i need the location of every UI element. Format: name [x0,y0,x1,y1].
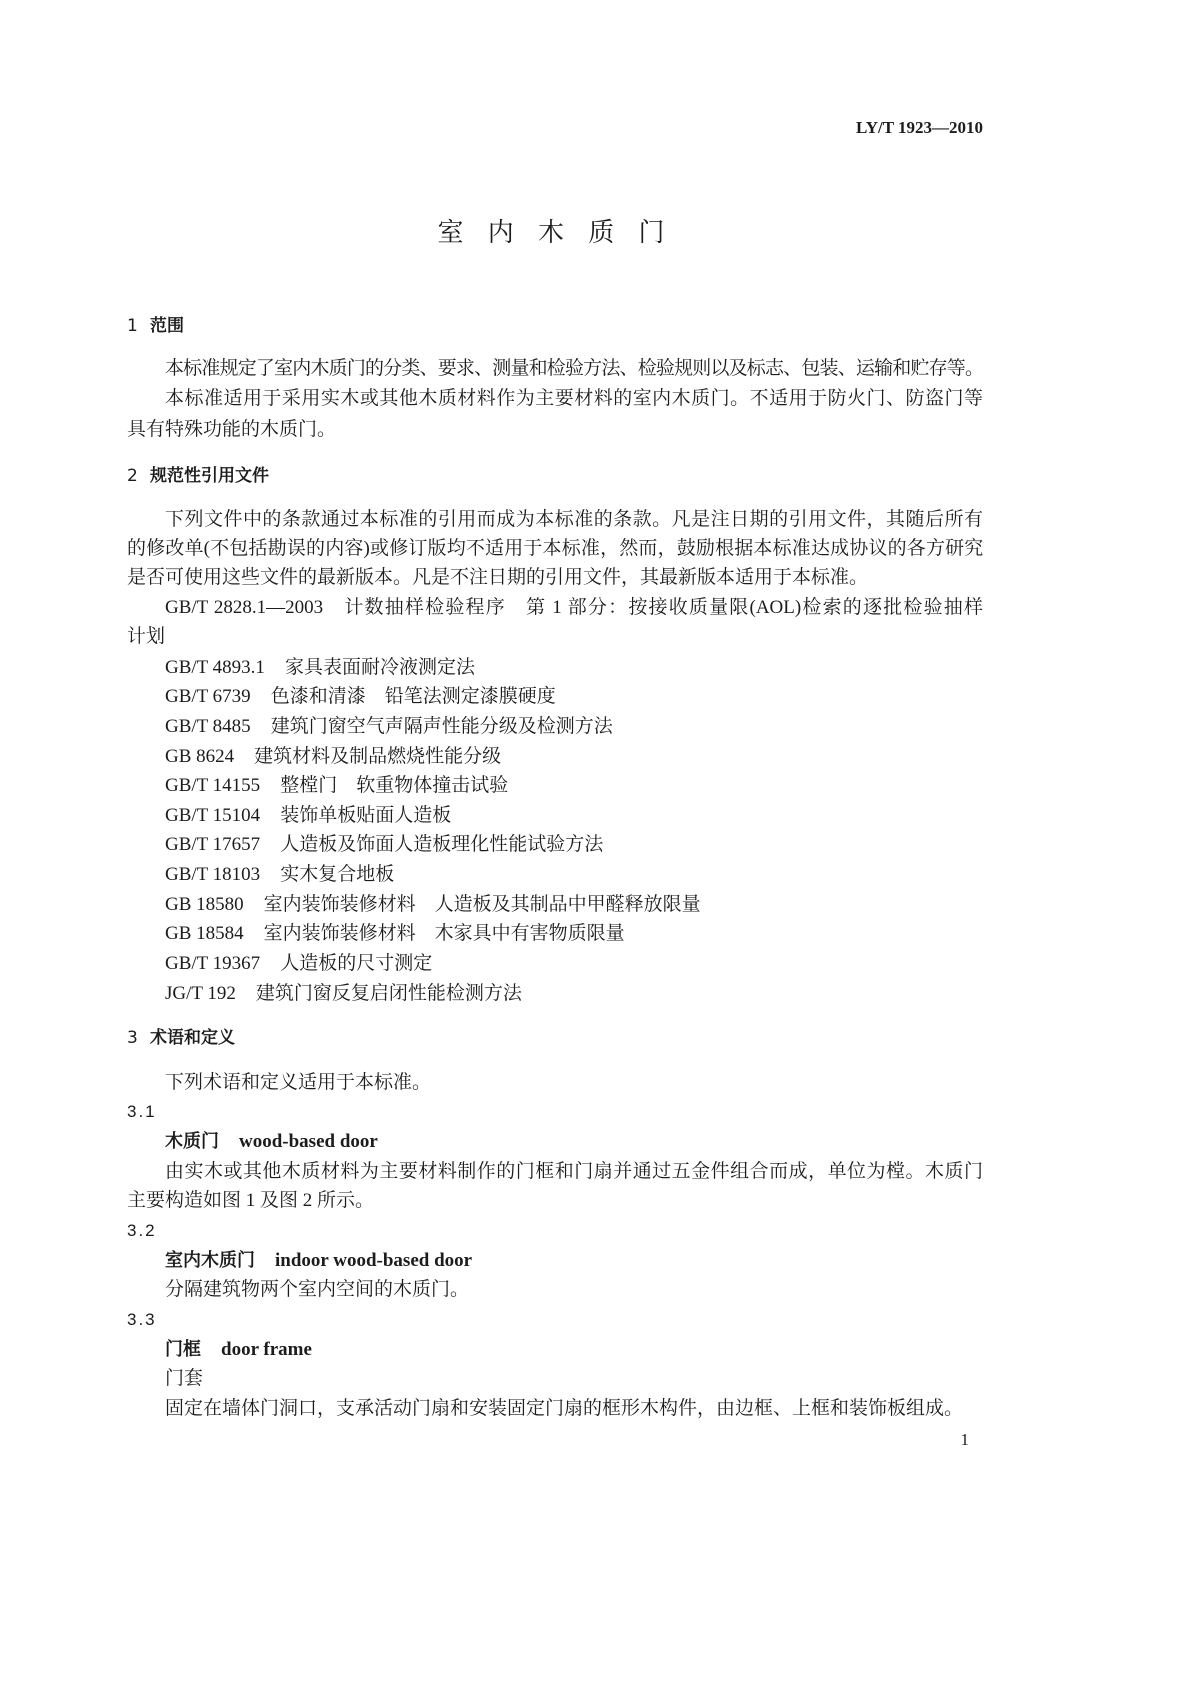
reference-item [165,863,394,887]
reference-item [165,952,432,976]
section-number: 1 [127,316,138,336]
reference-item [165,715,613,739]
reference-code: GB/T 18103 [165,864,261,885]
term-entry [165,1130,378,1154]
term-definition-line: 主要构造如图 1 及图 2 所示。 [127,1190,375,1211]
reference-code: GB/T 4893.1 [165,657,265,678]
reference-code: GB/T 19367 [165,953,261,974]
section-heading-normative-references [127,464,269,488]
reference-title: 建筑门窗空气声隔声性能分级及检测方法 [270,716,613,737]
reference-item [165,774,508,798]
reference-item [165,596,983,620]
reference-title: 装饰单板贴面人造板 [280,805,452,826]
reference-code: GB 8624 [165,746,235,767]
reference-item [165,833,603,857]
term-chinese: 室内木质门 [165,1250,255,1271]
section-number: 3 [127,1028,138,1048]
term-entry [165,1249,472,1273]
reference-item [165,745,501,769]
reference-code: JG/T 192 [165,983,236,1004]
term-definition-line: 由实木或其他木质材料为主要材料制作的门框和门扇并通过五金件组合而成，单位为樘。木质门 [165,1161,983,1182]
reference-code: GB 18584 [165,923,244,944]
reference-code: GB/T 15104 [165,805,261,826]
page-number: 1 [960,1430,969,1449]
term-definition-line: 固定在墙体门洞口，支承活动门扇和安装固定门扇的框形木构件，由边框、上框和装饰板组成。 [165,1398,964,1419]
references-intro-line: 下列文件中的条款通过本标准的引用而成为本标准的条款。凡是注日期的引用文件，其随后所有 [165,509,983,530]
section-title: 术语和定义 [150,1028,235,1048]
reference-code: GB/T 6739 [165,686,251,707]
reference-code: GB/T 2828.1—2003 [165,597,324,618]
standard-code-header: LY/T 1923—2010 [855,118,983,137]
reference-title-continued: 计划 [127,626,166,647]
reference-code: GB 18580 [165,894,244,915]
document-title: 室 内 木 质 门 [437,218,673,248]
term-english: door frame [221,1339,312,1360]
term-english: wood-based door [239,1131,378,1152]
reference-title: 室内装饰装修材料 木家具中有害物质限量 [263,923,625,944]
term-chinese: 门框 [165,1339,201,1360]
reference-title: 室内装饰装修材料 人造板及其制品中甲醛释放限量 [263,894,701,915]
reference-title: 人造板及饰面人造板理化性能试验方法 [280,834,604,855]
reference-title: 色漆和清漆 铅笔法测定漆膜硬度 [270,686,556,707]
reference-code: GB/T 17657 [165,834,261,855]
reference-title: 家具表面耐冷液测定法 [284,657,475,678]
term-definition-line: 分隔建筑物两个室内空间的木质门。 [165,1279,470,1300]
reference-item [165,922,625,946]
reference-code: GB/T 8485 [165,716,251,737]
clause-number: 3.1 [127,1102,157,1121]
reference-title: 人造板的尺寸测定 [280,953,433,974]
scope-paragraph-line: 本标准适用于采用实木或其他木质材料作为主要材料的室内木质门。不适用于防火门、防盗门等 [165,388,983,409]
reference-item [165,685,556,709]
reference-item [165,656,475,680]
reference-code: GB/T 14155 [165,775,261,796]
clause-number: 3.2 [127,1221,157,1240]
references-intro-line: 的修改单(不包括勘误的内容)或修订版均不适用于本标准，然而，鼓励根据本标准达成协议的各方研究 [127,538,983,559]
term-english: indoor wood-based door [275,1250,473,1271]
reference-item [165,982,522,1006]
scope-paragraph-line: 本标准规定了室内木质门的分类、要求、测量和检验方法、检验规则以及标志、包装、运输和贮存等。 [165,358,983,379]
section-title: 规范性引用文件 [150,466,269,486]
reference-item [165,804,451,828]
reference-title: 建筑材料及制品燃烧性能分级 [254,746,502,767]
section-title: 范围 [150,316,184,336]
scope-paragraph-line: 具有特殊功能的木质门。 [127,419,337,440]
reference-item [165,893,701,917]
reference-title: 计数抽样检验程序 第 1 部分：按接收质量限(AOL)检索的逐批检验抽样 [343,597,983,618]
references-intro-line: 是否可使用这些文件的最新版本。凡是不注日期的引用文件，其最新版本适用于本标准。 [127,567,869,588]
section-heading-terms [127,1026,235,1050]
section-heading-scope [127,314,184,338]
clause-number: 3.3 [127,1310,157,1329]
reference-title: 实木复合地板 [280,864,395,885]
term-entry [165,1338,312,1362]
reference-title: 整樘门 软重物体撞击试验 [280,775,509,796]
terms-intro: 下列术语和定义适用于本标准。 [165,1072,432,1093]
term-chinese: 木质门 [165,1131,219,1152]
reference-title: 建筑门窗反复启闭性能检测方法 [255,983,522,1004]
term-synonym: 门套 [165,1368,204,1389]
section-number: 2 [127,466,138,486]
